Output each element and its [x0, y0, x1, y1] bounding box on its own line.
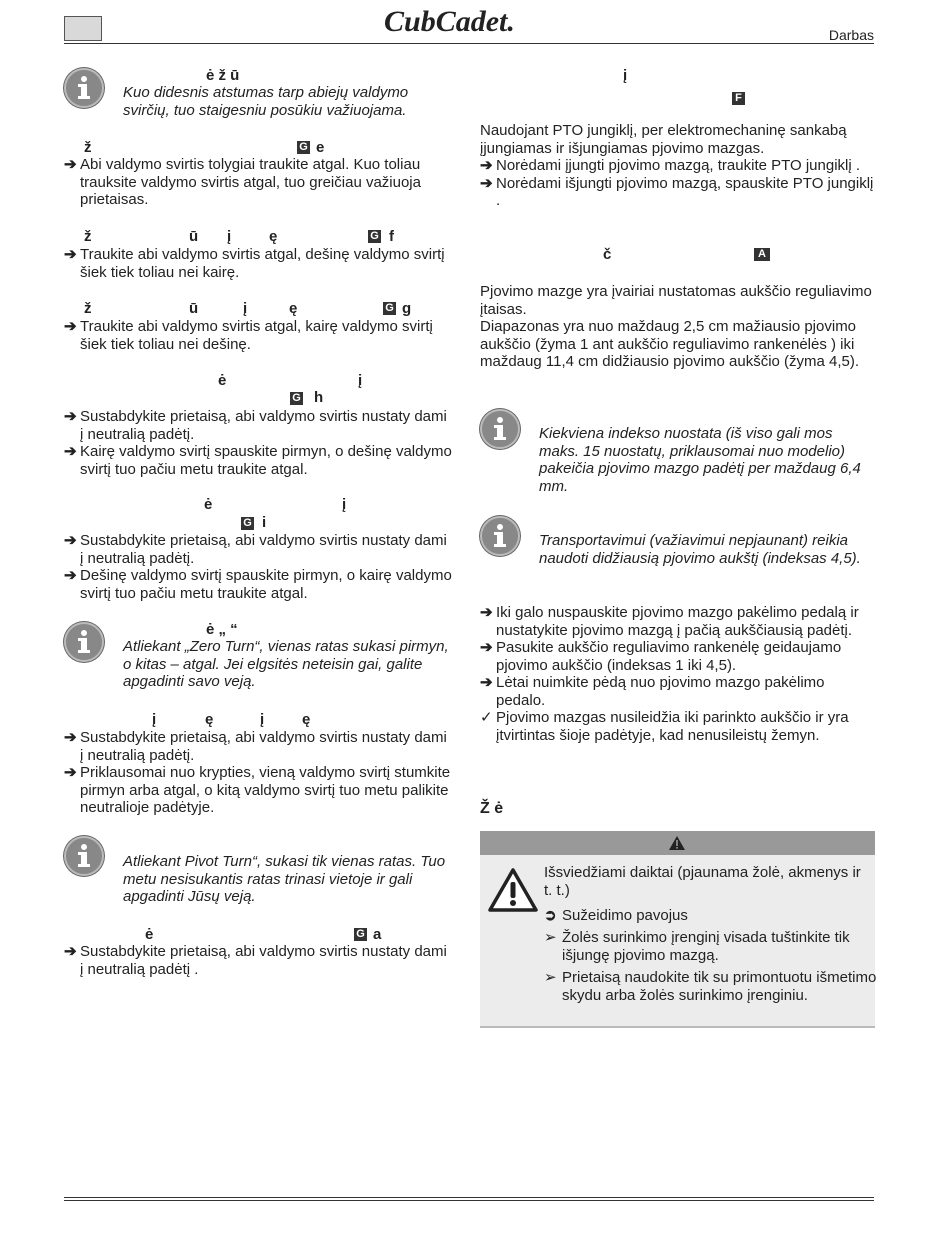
warning-triangle-icon — [487, 867, 539, 913]
note5-text: Transportavimui (važiavimui nepjaunant) reikia naudoti didžiausią pjovimo aukštį (indeksas 4,5). — [539, 532, 861, 567]
list-item: ➔ Sustabdykite prietaisą, abi valdymo svirtis nustaty dami į neutralią padėtį. — [64, 532, 447, 567]
pto-list — [480, 157, 875, 210]
info-icon — [64, 68, 104, 108]
figure-tag: A — [754, 248, 770, 261]
pto-heading: į F — [480, 67, 875, 107]
note2-heading: ė „ “ — [206, 621, 238, 638]
footer-rule — [64, 1200, 874, 1201]
s4-heading: ė į G h — [218, 372, 363, 406]
list-item: ➔ Abi valdymo svirtis tolygiai traukite atgal. Kuo toliau trauksite valdymo svirtis atgal, tuo greičiau važiuoja prietaisas. — [64, 156, 421, 208]
svg-text:CubCadet.: CubCadet. — [384, 5, 515, 38]
pto-intro: Naudojant PTO jungiklį, per elektromechaninę sankabą įjungiamas ir išjungiamas pjovimo mazgas. — [480, 122, 847, 157]
list-item: ➔ Sustabdykite prietaisą, abi valdymo svirtis nustaty dami į neutralią padėtį. — [64, 729, 447, 764]
s6-list — [64, 729, 454, 817]
list-item: ➔ Lėtai nuimkite pėdą nuo pjovimo mazgo pakėlimo pedalo. — [480, 674, 825, 709]
height-p1: Pjovimo mazge yra įvairiai nustatomas aukščio reguliavimo įtaisas. — [480, 283, 872, 318]
page-corner-box — [64, 16, 102, 41]
note4-text: Kiekviena indekso nuostata (iš viso gali mos maks. 15 nuostatų, priklausomai nuo modelio) pakeičia pjovimo mazgo padėtį per maždaug 6,4 mm. — [539, 425, 861, 495]
info-icon — [480, 516, 520, 556]
height-steps — [480, 604, 875, 744]
s5-heading: ė į G i — [204, 496, 347, 531]
cub-cadet-logo — [382, 2, 558, 38]
note3-text: Atliekant Pivot Turn“, sukasi tik vienas ratas. Tuo metu nesisukantis ratas trinasi vietoje ir gali apgadinti Jūsų veją. — [123, 853, 446, 905]
s7-list — [64, 943, 454, 978]
warning-header-icon — [668, 835, 686, 851]
info-icon — [480, 409, 520, 449]
height-p2: Diapazonas yra nuo maždaug 2,5 cm mažiausio pjovimo aukščio (žyma 1 ant aukščio reguliavimo rankenėlės ) iki maždaug 11,4 cm didžiausio pjovimo aukščio (žyma 4,5). — [480, 318, 860, 370]
header-rule — [64, 43, 874, 44]
s1-list — [64, 156, 454, 209]
list-item: ➔ Priklausomai nuo krypties, vieną valdymo svirtį stumkite pirmyn arba atgal, o kitą valdymo svirtį tuo metu palikite neutralioje padėtyje. — [64, 764, 451, 816]
list-item: ➔ Iki galo nuspauskite pjovimo mazgo pakėlimo pedalą ir nustatykite pjovimo mazgą į pačią aukščiausią padėtį. — [480, 604, 859, 639]
s5-list — [64, 532, 454, 602]
danger-line: ➲ Sužeidimo pavojus — [544, 907, 688, 924]
figure-tag: G — [290, 392, 303, 405]
info-icon — [64, 622, 104, 662]
list-item: ➔ Dešinę valdymo svirtį spauskite pirmyn, o kairę valdymo svirtį tuo pačiu metu traukite atgal. — [64, 567, 452, 602]
s1-heading: ž G e — [84, 139, 325, 156]
figure-tag: G — [383, 302, 396, 315]
grass-heading: Ž ė — [480, 800, 504, 817]
list-item: ➔ Traukite abi valdymo svirtis atgal, kairę valdymo svirtį šiek tiek toliau nei dešinę. — [64, 318, 433, 353]
measure-item: ➢ Prietaisą naudokite tik su primontuotu išmetimo skydu arba žolės surinkimo įrenginiu. — [544, 969, 877, 1004]
note1-text: Kuo didesnis atstumas tarp abiejų valdymo svirčių, tuo staigesniu posūkiu važiuojama. — [123, 84, 409, 119]
list-item: ➔ Sustabdykite prietaisą, abi valdymo svirtis nustaty dami į neutralią padėtį. — [64, 408, 447, 443]
measure-item: ➢ Žolės surinkimo įrenginį visada tuštinkite tik išjungę pjovimo mazgą. — [544, 929, 850, 964]
info-icon — [64, 836, 104, 876]
list-item: ➔ Sustabdykite prietaisą, abi valdymo svirtis nustaty dami į neutralią padėtį . — [64, 943, 447, 978]
figure-tag: G — [368, 230, 381, 243]
warning-text: Išsviedžiami daiktai (pjaunama žolė, akmenys ir t. t.) — [544, 864, 861, 899]
list-item: ➔ Kairę valdymo svirtį spauskite pirmyn, o dešinę valdymo svirtį tuo pačiu metu traukite atgal. — [64, 443, 452, 478]
figure-tag: F — [732, 92, 745, 105]
figure-tag: G — [354, 928, 367, 941]
footer-rule — [64, 1197, 874, 1198]
list-item: ➔ Norėdami išjungti pjovimo mazgą, spauskite PTO jungiklį . — [480, 174, 874, 209]
list-item: ➔ Norėdami įjungti pjovimo mazgą, traukite PTO jungiklį . — [480, 157, 861, 174]
result-item: ✓ Pjovimo mazgas nusileidžia iki parinkto aukščio ir yra įtvirtintas šioje padėtyje, kad nenusileistų žemyn. — [480, 709, 849, 744]
list-item: ➔ Pasukite aukščio reguliavimo rankenėlę geidaujamo pjovimo aukščio (indeksas 1 iki 4,5). — [480, 639, 842, 674]
s3-list — [64, 318, 454, 353]
note1-heading: ė ž ū — [206, 67, 240, 84]
section-title: Darbas — [828, 27, 874, 43]
warning-box — [480, 831, 875, 1028]
list-item: ➔ Traukite abi valdymo svirtis atgal, dešinę valdymo svirtį šiek tiek toliau nei kairę. — [64, 246, 445, 281]
figure-tag: G — [241, 517, 254, 530]
note2-text: Atliekant „Zero Turn“, vienas ratas sukasi pirmyn, o kitas – atgal. Jei elgsitės neteisin gai, galite apgadinti savo veją. — [123, 638, 449, 690]
figure-tag: G — [297, 141, 310, 154]
warning-header — [480, 831, 875, 855]
s2-list — [64, 246, 454, 281]
s4-list — [64, 408, 454, 478]
